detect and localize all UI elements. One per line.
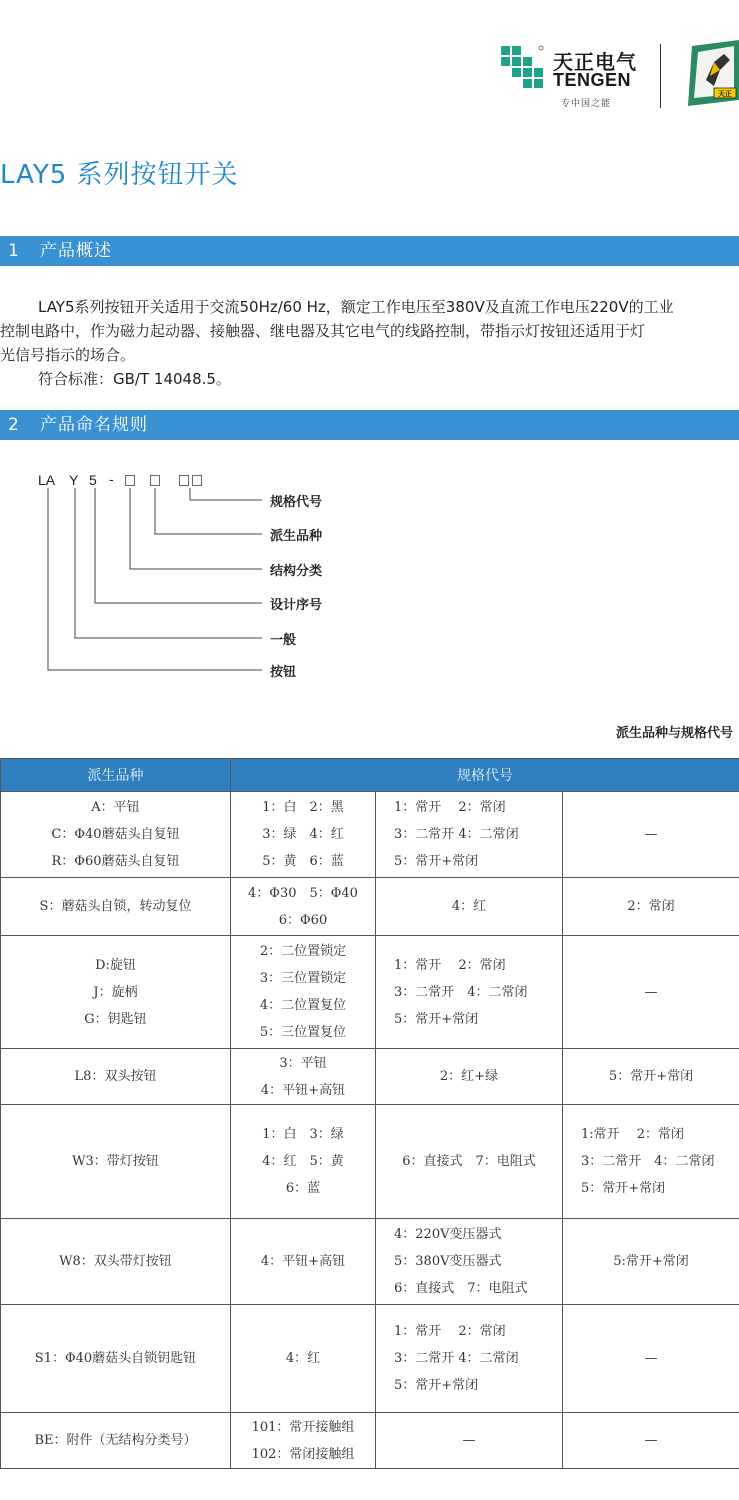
section-1-header [0, 236, 739, 266]
spec-cell-b [376, 1105, 563, 1219]
page-title: LAY5 系列按钮开关 [0, 160, 239, 190]
cell-text: 3：二常开 4：二常闭 [394, 1351, 519, 1366]
cell-text: C：Φ40蘑菇头自复钮 [51, 827, 180, 842]
overview-line-1: LAY5系列按钮开关适用于交流50Hz/60 Hz，额定工作电压至380V及直流工作电压220V的工业 [38, 298, 674, 316]
spec-cell-b [376, 878, 563, 936]
label-structure: 结构分类 [270, 564, 323, 579]
spec-cell-a [231, 1305, 376, 1413]
cell-text: 6：直接式 7：电阻式 [394, 1281, 528, 1296]
table-row [1, 792, 739, 878]
cell-text: 4：红 5：黄 [262, 1154, 344, 1169]
cell-text: 6：蓝 [285, 1181, 321, 1196]
cell-text: D:旋钮 [95, 957, 136, 973]
cell-text: 4：平钮+高钮 [260, 1254, 346, 1269]
cell-text: 5：常开+常闭 [394, 854, 479, 869]
cell-text: G：钥匙钮 [84, 1011, 147, 1027]
spec-cell-b [376, 1413, 563, 1469]
variant-cell [1, 792, 231, 878]
table-row [1, 878, 739, 936]
cell-text: — [644, 1351, 658, 1366]
cell-text: — [644, 984, 658, 1000]
variant-cell [1, 1049, 231, 1105]
cell-text: 2：二位置锁定 [259, 944, 347, 959]
mascot-text: 天正 [718, 90, 732, 98]
section-2-title: 产品命名规则 [40, 415, 148, 435]
cell-text: W8：双头带灯按钮 [59, 1254, 172, 1269]
table-row [1, 1105, 739, 1219]
cell-text: S1：Φ40蘑菇头自锁钥匙钮 [34, 1351, 197, 1366]
spec-cell-c [563, 1305, 739, 1413]
cell-text: 5：三位置复位 [259, 1025, 347, 1040]
cell-text: 3：二常开 4：二常闭 [581, 1154, 715, 1169]
cell-text: 101：常开接触组 [251, 1419, 355, 1435]
spec-cell-a [231, 792, 376, 878]
spec-cell-a [231, 1219, 376, 1305]
spec-cell-c [563, 1413, 739, 1469]
table-row [1, 1305, 739, 1413]
variant-cell [1, 1305, 231, 1413]
header-variant: 派生品种 [1, 759, 231, 792]
variant-cell [1, 1105, 231, 1219]
table-row [1, 1413, 739, 1469]
cell-text: — [644, 827, 658, 842]
cell-text: 6：Φ60 [278, 912, 328, 928]
cell-text: A：平钮 [91, 800, 140, 815]
brand-name-cn: 天正电气 [553, 50, 637, 74]
standard-line: 符合标准：GB/T 14048.5。 [38, 370, 231, 388]
cell-text: — [644, 1433, 658, 1448]
cell-text: 3：二常开 4：二常闭 [394, 827, 519, 842]
cell-text: 1：白 3：绿 [262, 1127, 344, 1142]
cell-text: — [462, 1433, 476, 1448]
cell-text: 3：三位置锁定 [259, 971, 347, 986]
table-row [1, 1049, 739, 1105]
label-variant: 派生品种 [270, 529, 323, 544]
cell-text: 5：常开+常闭 [608, 1069, 694, 1084]
code-part-y: Y [69, 472, 79, 488]
cell-text: 1：常开 2：常闭 [394, 1324, 506, 1339]
overview-line-2: 控制电路中，作为磁力起动器、接触器、继电器及其它电气的线路控制，带指示灯按钮还适用于灯 [0, 322, 646, 340]
spec-cell-c [563, 792, 739, 878]
cell-text: 5：380V变压器式 [394, 1254, 502, 1269]
mascot-logo-icon [684, 40, 739, 106]
header-spec-code: 规格代号 [231, 759, 739, 792]
cell-text: 3：平钮 [279, 1055, 327, 1071]
section-1-title: 产品概述 [40, 241, 112, 261]
section-2-number: 2 [8, 415, 19, 435]
spec-cell-b [376, 792, 563, 878]
cell-text: 5：常开+常闭 [394, 1378, 479, 1393]
cell-text: S：蘑菇头自锁，转动复位 [39, 899, 192, 914]
spec-cell-b [376, 936, 563, 1049]
table-header-row [1, 759, 739, 792]
section-2-header [0, 410, 739, 440]
section-1-number: 1 [8, 241, 19, 261]
cell-text: R：Φ60蘑菇头自复钮 [51, 854, 180, 869]
label-design-seq: 设计序号 [270, 598, 323, 613]
code-part-la: LA [38, 472, 56, 488]
variant-cell [1, 1219, 231, 1305]
spec-cell-c [563, 1049, 739, 1105]
spec-cell-c [563, 936, 739, 1049]
cell-text: 1：常开 2：常闭 [394, 957, 506, 973]
cell-text: 4：红 [451, 899, 487, 914]
cell-text: 4：二位置复位 [259, 998, 347, 1013]
table-row [1, 936, 739, 1049]
spec-cell-a [231, 1105, 376, 1219]
cell-text: 4：220V变压器式 [394, 1227, 502, 1242]
cell-text: 2：红+绿 [439, 1069, 499, 1084]
label-general: 一般 [270, 633, 297, 648]
cell-text: L8：双头按钮 [74, 1069, 157, 1084]
spec-cell-c [563, 1105, 739, 1219]
spec-cell-b [376, 1305, 563, 1413]
variant-cell [1, 878, 231, 936]
label-button: 按钮 [270, 665, 297, 680]
cell-text: 3：绿 4：红 [262, 827, 344, 842]
header-divider [660, 44, 661, 108]
table-row [1, 1219, 739, 1305]
brand-name-en: TENGEN [553, 70, 632, 90]
cell-text: 5：常开+常闭 [581, 1181, 666, 1196]
spec-cell-c [563, 1219, 739, 1305]
variant-cell [1, 1413, 231, 1469]
cell-text: W3：带灯按钮 [72, 1154, 159, 1169]
cell-text: 5：常开+常闭 [394, 1011, 479, 1027]
spec-table [0, 758, 739, 1469]
spec-cell-b [376, 1049, 563, 1105]
cell-text: 2：常闭 [627, 899, 675, 914]
code-part-dash: - [109, 471, 114, 487]
naming-lines [0, 480, 280, 680]
code-part-5: 5 [89, 472, 97, 488]
spec-cell-a [231, 1049, 376, 1105]
cell-text: 1：常开 2：常闭 [394, 800, 506, 815]
spec-cell-a [231, 936, 376, 1049]
cell-text: 3：二常开 4：二常闭 [394, 984, 528, 1000]
label-spec-code: 规格代号 [270, 495, 323, 510]
brand-slogan: 专中国之能 [561, 99, 612, 109]
cell-text: J：旋柄 [93, 984, 138, 1000]
cell-text: 1：白 2：黑 [262, 800, 344, 815]
spec-cell-a [231, 878, 376, 936]
cell-text: 4：红 [285, 1351, 321, 1366]
cell-text: 6：直接式 7：电阻式 [402, 1154, 536, 1169]
variant-cell [1, 936, 231, 1049]
spec-cell-c [563, 878, 739, 936]
table-caption: 派生品种与规格代号 [615, 726, 733, 741]
cell-text: BE：附件（无结构分类号） [34, 1433, 197, 1448]
spec-cell-a [231, 1413, 376, 1469]
cell-text: 5：黄 6：蓝 [262, 854, 344, 869]
cell-text: 4：平钮+高钮 [260, 1082, 346, 1098]
cell-text: 1:常开 2：常闭 [581, 1127, 685, 1142]
tengen-logo-icon [501, 44, 545, 88]
cell-text: 4：Φ30 5：Φ40 [248, 885, 358, 901]
overview-paragraph [0, 295, 736, 391]
spec-cell-b [376, 1219, 563, 1305]
overview-line-3: 光信号指示的场合。 [0, 346, 136, 364]
cell-text: 102：常闭接触组 [251, 1446, 355, 1462]
cell-text: 5:常开+常闭 [613, 1254, 689, 1269]
